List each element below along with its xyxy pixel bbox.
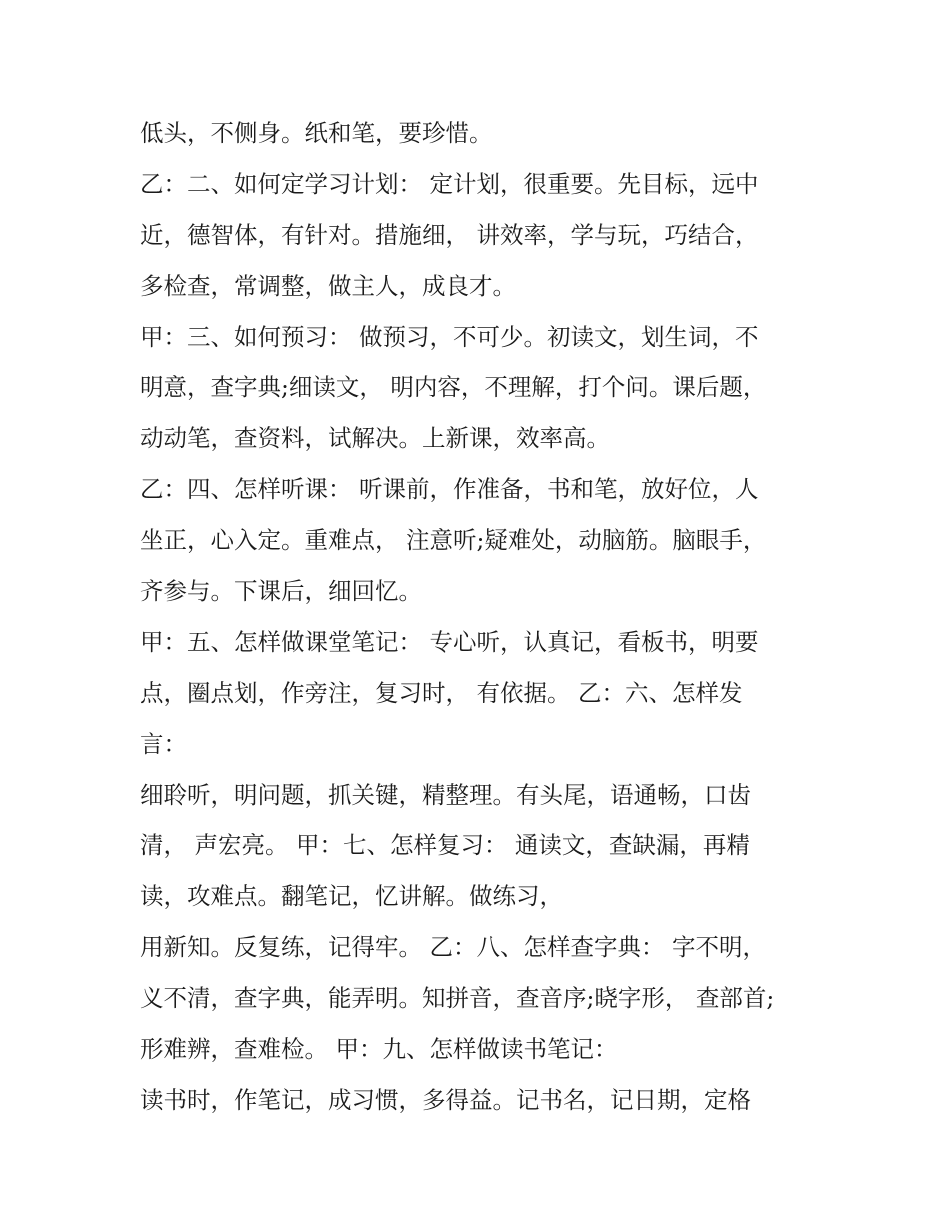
- text-line: 明意，查字典;细读文， 明内容，不理解，打个问。课后题，: [140, 373, 767, 402]
- text-line: 义不清，查字典，能弄明。知拼音，查音序;晓字形， 查部首;: [140, 984, 775, 1013]
- text-line: 动动笔，查资料，试解决。上新课，效率高。: [140, 424, 610, 453]
- text-line: 清， 声宏亮。 甲：七、怎样复习： 通读文，查缺漏，再精: [140, 831, 750, 860]
- text-line: 读书时，作笔记，成习惯，多得益。记书名，记日期，定格: [140, 1085, 751, 1114]
- text-line: 点，圈点划，作旁注，复习时， 有依据。 乙：六、怎样发: [140, 678, 743, 707]
- text-line: 乙：二、如何定学习计划： 定计划，很重要。先目标，远中: [140, 169, 759, 198]
- text-line: 齐参与。下课后，细回忆。: [140, 577, 422, 606]
- text-line: 坐正，心入定。重难点， 注意听;疑难处，动脑筋。脑眼手，: [140, 526, 767, 555]
- text-line: 甲：五、怎样做课堂笔记： 专心听，认真记，看板书，明要: [140, 627, 759, 656]
- document-body: [140, 108, 840, 1126]
- text-line: 甲：三、如何预习： 做预习，不可少。初读文，划生词，不: [140, 322, 759, 351]
- text-line: 近，德智体，有针对。措施细， 讲效率，学与玩，巧结合，: [140, 220, 759, 249]
- text-line: 乙：四、怎样听课： 听课前，作准备，书和笔，放好位，人: [140, 475, 759, 504]
- text-line: 读，攻难点。翻笔记，忆讲解。做练习，: [140, 882, 563, 911]
- text-line: 细聆听，明问题，抓关键，精整理。有头尾，语通畅，口齿: [140, 780, 751, 809]
- text-line: 多检查，常调整，做主人，成良才。: [140, 271, 516, 300]
- text-line: 言：: [140, 729, 187, 758]
- text-line: 低头，不侧身。纸和笔，要珍惜。: [140, 119, 493, 147]
- text-line: 形难辨，查难检。 甲：九、怎样做读书笔记：: [140, 1035, 618, 1064]
- text-line: 用新知。反复练，记得牢。 乙：八、怎样查字典： 字不明，: [140, 933, 766, 962]
